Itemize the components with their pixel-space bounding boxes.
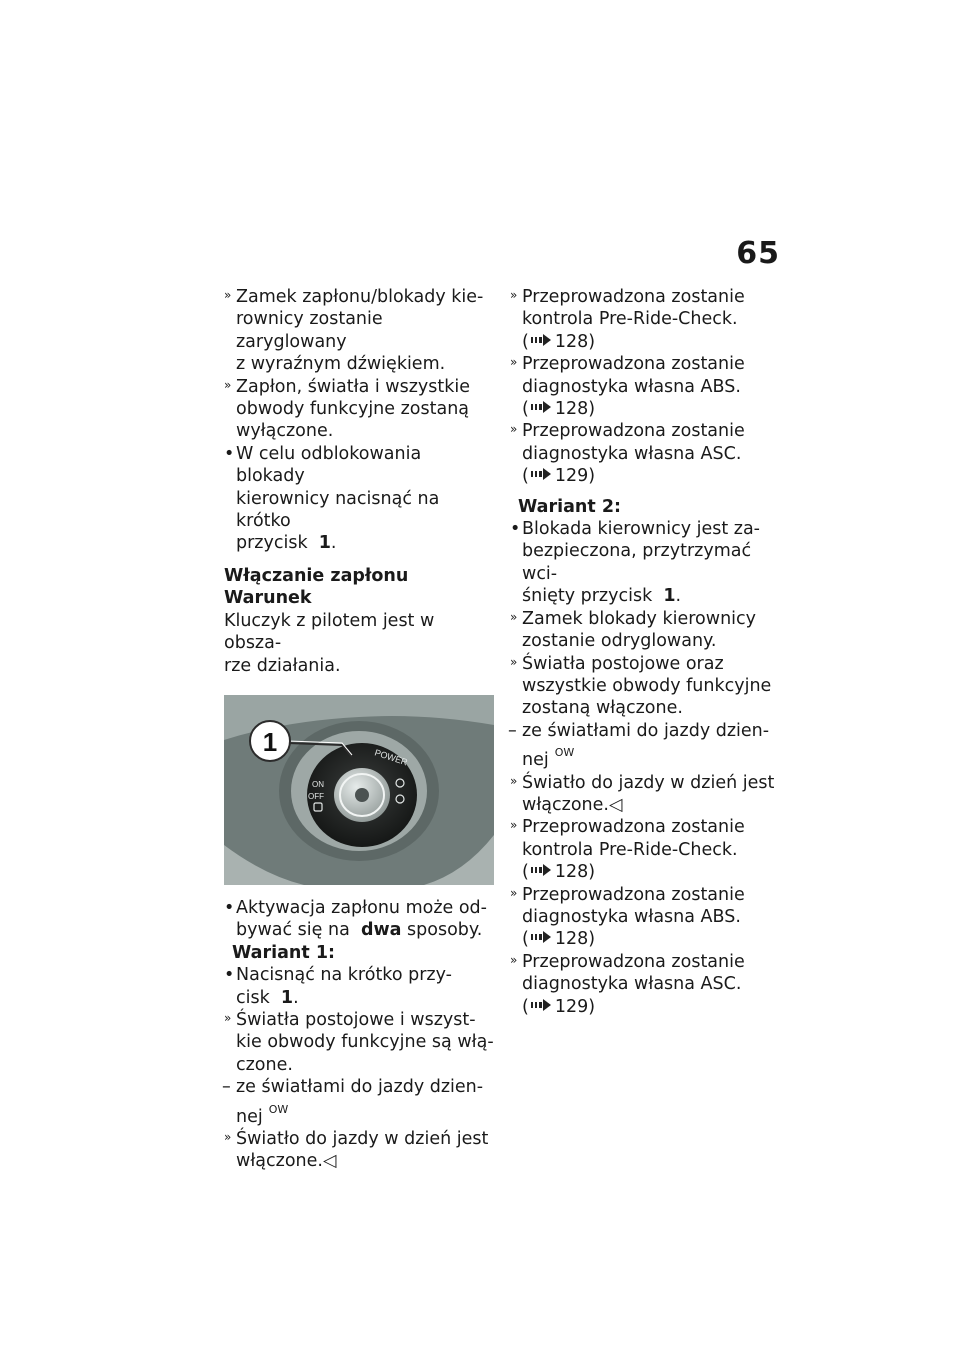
- page-reference-arrow-icon: [529, 864, 555, 876]
- result-item-unlocked: [510, 608, 780, 653]
- text-line: Przeprowadzona zostanie: [522, 817, 745, 838]
- bullet-item-activation: [224, 897, 494, 942]
- page-reference[interactable]: ( 128): [522, 399, 596, 420]
- bullet-item-lock: [510, 518, 780, 608]
- text-line: W celu odblokowania blokady: [236, 443, 422, 487]
- result-marker: »: [510, 609, 518, 624]
- text-line: czone.: [236, 1054, 293, 1075]
- ignition-switch-illustration: [224, 695, 494, 885]
- result-marker: »: [510, 355, 518, 370]
- end-mark-icon: ◁: [322, 1151, 337, 1172]
- text-fragment: nej: [236, 1106, 263, 1127]
- text-line: bezpieczona, przytrzymać wci-: [522, 541, 752, 584]
- dash-item-daylight: [510, 720, 780, 772]
- result-marker: »: [224, 1129, 232, 1144]
- text-line: Światło do jazdy w dzień jest: [522, 772, 775, 793]
- left-column: [224, 286, 494, 1173]
- result-item-parking-lights: [224, 1009, 494, 1076]
- text-line: kontrola Pre-Ride-Check.: [522, 309, 738, 330]
- figure-reference: 1: [280, 987, 294, 1008]
- ignition-switch-figure: [224, 695, 494, 885]
- power-label: POWER: [373, 747, 409, 768]
- variant-2-heading: Wariant 2:: [518, 496, 622, 517]
- text-line: wszystkie obwody funkcyjne: [522, 675, 772, 696]
- text-line: rze działania.: [224, 655, 341, 676]
- result-item-pre-ride-check: [510, 816, 780, 883]
- text-line: Blokada kierownicy jest za-: [522, 519, 761, 540]
- bullet-marker: •: [510, 519, 521, 540]
- off-label: OFF: [308, 791, 324, 801]
- result-item-abs-diagnostic: [510, 353, 780, 420]
- text-line: diagnostyka własna ABS.: [522, 376, 741, 397]
- text-line: z wyraźnym dźwiękiem.: [236, 354, 446, 375]
- reference-page-number: 129: [554, 466, 589, 487]
- dash-item-daylight: [224, 1076, 494, 1128]
- result-item-pre-ride-check: [510, 286, 780, 353]
- text-line: [236, 987, 494, 1009]
- result-marker: »: [510, 422, 518, 437]
- figure-reference: 1: [663, 586, 676, 607]
- result-item-asc-diagnostic: [510, 420, 780, 487]
- page-reference[interactable]: ( 128): [522, 862, 596, 883]
- reference-page-number: 129: [554, 996, 589, 1017]
- text-line: Przeprowadzona zostanie: [522, 287, 745, 307]
- bullet-item-press: [224, 964, 494, 1009]
- text-line: wyłączone.: [236, 421, 334, 442]
- text-line: kie obwody funkcyjne są włą-: [236, 1032, 494, 1053]
- emphasis-text: dwa: [360, 920, 402, 941]
- text-line: [236, 1099, 494, 1128]
- result-marker: »: [510, 654, 518, 669]
- reference-page-number: 128: [554, 929, 589, 950]
- result-item-off: [224, 376, 494, 443]
- text-fragment: włączone.: [522, 794, 609, 815]
- result-item-asc-diagnostic: [510, 951, 780, 1018]
- text-line: Światło do jazdy w dzień jest: [236, 1128, 489, 1149]
- text-fragment: nej: [522, 750, 549, 771]
- text-fragment: .: [330, 533, 337, 554]
- result-marker: »: [224, 288, 232, 302]
- text-line: Przeprowadzona zostanie: [522, 884, 745, 905]
- figure-callout-1: 1: [262, 726, 278, 757]
- page-reference[interactable]: ( 129): [522, 996, 596, 1017]
- text-line: Aktywacja zapłonu może od-: [236, 897, 487, 918]
- text-line: [522, 742, 780, 771]
- text-line: rownicy zostanie zaryglowany: [236, 309, 383, 352]
- text-line: Zamek blokady kierownicy: [522, 608, 757, 629]
- text-line: zostaną włączone.: [522, 698, 683, 719]
- bullet-marker: •: [224, 965, 235, 986]
- text-fragment: .: [293, 987, 299, 1008]
- text-line: obwody funkcyjne zostaną: [236, 399, 470, 420]
- page-number: 65: [736, 236, 780, 271]
- reference-page-number: 128: [554, 399, 589, 420]
- text-fragment: śnięty przycisk: [522, 586, 653, 607]
- result-marker: »: [224, 377, 232, 392]
- text-line: kontrola Pre-Ride-Check.: [522, 839, 738, 860]
- result-item-daylight: [510, 772, 780, 817]
- dash-marker: –: [222, 1077, 231, 1098]
- text-line: Zapłon, światła i wszystkie: [236, 376, 470, 397]
- text-line: Przeprowadzona zostanie: [522, 421, 745, 442]
- result-item-daylight: [224, 1128, 494, 1173]
- dash-marker: –: [508, 720, 517, 741]
- text-line: kierownicy nacisnąć na krótko: [236, 488, 440, 532]
- section-heading: Włączanie zapłonu: [224, 565, 409, 586]
- page-reference-arrow-icon: [529, 468, 555, 480]
- page-reference[interactable]: ( 128): [522, 331, 596, 352]
- text-line: [236, 919, 494, 941]
- result-item-abs-diagnostic: [510, 884, 780, 951]
- text-fragment: sposoby.: [407, 920, 483, 941]
- result-marker: »: [224, 1010, 232, 1025]
- text-line: [236, 532, 494, 554]
- text-line: Kluczyk z pilotem jest w obsza-: [224, 610, 435, 654]
- bullet-marker: •: [224, 897, 235, 918]
- figure-reference: 1: [318, 533, 331, 554]
- text-line: Przeprowadzona zostanie: [522, 951, 745, 972]
- text-line: diagnostyka własna ASC.: [522, 974, 742, 995]
- text-fragment: włączone.: [236, 1151, 323, 1172]
- text-line: [522, 585, 780, 607]
- subsection-heading: Warunek: [224, 588, 312, 609]
- result-marker: »: [510, 885, 518, 900]
- reference-page-number: 128: [554, 331, 589, 352]
- page-reference-arrow-icon: [529, 401, 555, 413]
- text-line: Nacisnąć na krótko przy-: [236, 965, 452, 986]
- variant-1-heading: Wariant 1:: [232, 942, 336, 963]
- text-fragment: przycisk: [236, 533, 308, 554]
- result-marker: »: [510, 773, 518, 788]
- page-reference-arrow-icon: [529, 931, 555, 943]
- bullet-item-unlock: [224, 443, 494, 555]
- result-item-locked: [224, 286, 494, 376]
- page-reference-arrow-icon: [529, 334, 555, 346]
- text-fragment: cisk: [236, 987, 270, 1008]
- text-line: Światła postojowe i wszyst-: [236, 1009, 476, 1030]
- text-line: [236, 1150, 494, 1172]
- result-marker: »: [510, 288, 518, 302]
- option-superscript: OW: [554, 746, 575, 760]
- text-line: Przeprowadzona zostanie: [522, 354, 745, 375]
- text-line: ze światłami do jazdy dzien-: [236, 1077, 484, 1098]
- on-label: ON: [312, 779, 324, 789]
- text-line: diagnostyka własna ASC.: [522, 443, 742, 464]
- text-line: ze światłami do jazdy dzien-: [522, 720, 770, 741]
- page-reference-arrow-icon: [529, 999, 555, 1011]
- option-superscript: OW: [268, 1102, 289, 1116]
- text-fragment: .: [675, 586, 682, 607]
- condition-text: [224, 610, 494, 677]
- end-mark-icon: ◁: [608, 794, 623, 815]
- result-marker: »: [510, 952, 518, 967]
- right-column: [510, 286, 780, 1018]
- text-line: Światła postojowe oraz: [522, 653, 724, 674]
- text-line: Zamek zapłonu/blokady kie-: [236, 287, 484, 307]
- reference-page-number: 128: [554, 862, 589, 883]
- result-item-parking-lights: [510, 653, 780, 720]
- page-reference[interactable]: ( 128): [522, 929, 596, 950]
- text-line: diagnostyka własna ABS.: [522, 906, 741, 927]
- result-marker: »: [510, 818, 518, 833]
- text-line: zostanie odryglowany.: [522, 631, 717, 652]
- text-line: [522, 794, 780, 816]
- page-reference[interactable]: ( 129): [522, 466, 596, 487]
- text-fragment: bywać się na: [236, 920, 350, 941]
- bullet-marker: •: [224, 443, 235, 464]
